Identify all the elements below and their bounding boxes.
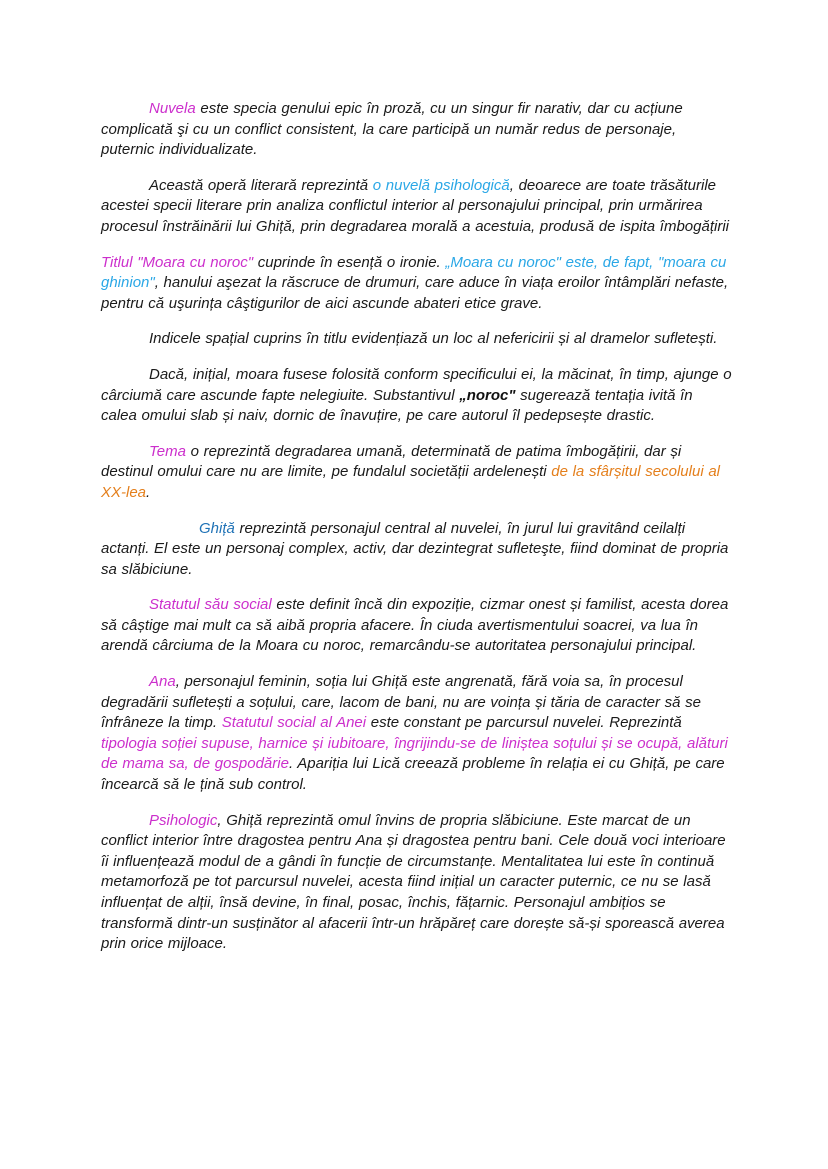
paragraph-definition — [101, 99, 733, 161]
highlight-tema: Tema — [149, 442, 186, 460]
highlight-ana-status: Statutul social al Anei — [221, 714, 367, 732]
paragraph-species — [101, 176, 733, 238]
paragraph-text: este definit încă din expoziție, cizmar onest și familist, acesta dorea să câștige mai mult ca să aibă propria afacere. În ciuda avertismentului soacrei, va lua în arendă cârciuma de la Moara cu noroc, remarcându-se autoritatea personajului principal. — [101, 596, 729, 655]
paragraph-text: este constant pe parcursul nuvelei. Reprezintă — [366, 714, 682, 732]
paragraph-text: . Apariția lui Lică creează probleme în relația ei cu Ghiță, pe care încearcă să le țină sub control. — [101, 755, 725, 794]
paragraph-moara — [101, 365, 733, 427]
paragraph-psihologic — [101, 811, 733, 955]
paragraph-text: Această operă literară reprezintă — [149, 176, 373, 194]
highlight-social-status: Statutul său social — [149, 596, 272, 614]
paragraph-text: . — [146, 483, 151, 501]
highlight-title: Titlul "Moara cu noroc" — [101, 253, 254, 271]
paragraph-tema — [101, 442, 733, 504]
paragraph-text: , deoarece are toate trăsăturile acestei specii literare prin analiza conflictul interior al personajului principal, prin urmărirea procesul înstrăinării lui Ghiță, prin degradarea morală a acestuia, produsă de ispita îmbogățirii — [101, 176, 729, 235]
paragraph-text: Dacă, inițial, moara fusese folosită conform specificului ei, la măcinat, în timp, ajunge o cârciumă care ascunde fapte nelegiuite. Substantivul — [101, 365, 732, 404]
paragraph-text: , Ghiță reprezintă omul învins de propria slăbiciune. Este marcat de un conflict interior între dragostea pentru Ana și dragostea pentru bani. Cele două voci interioare îi influențează modul de a gândi în funcție de circumstanțe. Mentalitatea lui este în continuă metamorfoză pe tot parcursul nuvelei, acesta fiind inițial un caracter puternic, ce nu se lasă influențat de alții, însă devine, în final, posac, închis, fățarnic. Personajul ambițios se transformă dintr-un susținător al afacerii într-un hrăpăreț care dorește să-și sporească averea prin orice mijloace. — [101, 811, 726, 953]
paragraph-ana — [101, 672, 733, 796]
highlight-century: de la sfârșitul secolului al XX-lea — [101, 463, 721, 501]
document-page — [101, 99, 733, 970]
paragraph-text: reprezintă personajul central al nuvelei, în jurul lui gravitând ceilalți actanți. El este un personaj complex, activ, dar dezintegrat sufleteşte, fiind dominat de propria sa slăbiciune. — [101, 519, 729, 578]
paragraph-text: , hanului aşezat la răscruce de drumuri, care aduce în viața eroilor întâmplări nefaste, pentru că uşurința câştigurilor de aici ascunde abateri etice grave. — [101, 274, 729, 312]
term-nuvela: Nuvela — [149, 100, 196, 117]
highlight-tipologia: tipologia soției supuse, harnice și iubitoare, îngrijindu-se de liniștea soțului și se ocupă, alături de mama sa, de gospodărie — [101, 734, 728, 773]
paragraph-spatial — [101, 329, 733, 350]
paragraph-text: o reprezintă degradarea umană, determinată de patima îmbogățirii, dar și destinul omului care nu are limite, pe fundalul societății ardelenești — [101, 442, 682, 481]
paragraph-text: Indicele spațial cuprins în titlu evidențiază un loc al nefericirii și al dramelor sufletești. — [149, 330, 718, 348]
paragraph-text: cuprinde în esență o ironie. — [253, 253, 446, 271]
paragraph-ghita — [101, 519, 733, 581]
paragraph-text: , personajul feminin, soția lui Ghiță este angrenată, fără voia sa, în procesul degradării sufletești a soțului, care, lacom de bani, nu are voința și tăria de caracter să se înfrâneze la timp. — [101, 673, 701, 732]
highlight-psihologic: Psihologic — [149, 811, 218, 829]
bold-noroc: „noroc" — [459, 386, 516, 404]
paragraph-text: este specia genului epic în proză, cu un singur fir narativ, dar cu acțiune complicată şi cu un conflict consistent, la care participă un număr redus de personaje, puternic individualizate. — [101, 100, 683, 159]
highlight-ana: Ana — [149, 673, 176, 691]
highlight-psychological: o nuvelă psihologică — [372, 176, 510, 194]
paragraph-title — [101, 253, 733, 315]
paragraph-social-status — [101, 595, 733, 657]
highlight-irony: „Moara cu noroc" este, de fapt, "moara cu ghinion" — [101, 253, 727, 292]
paragraph-text: sugerează tentația ivită în calea omului slab și naiv, dornic de înavuțire, pe care autorul îl pedepsește drastic. — [101, 386, 693, 425]
highlight-ghita: Ghiță — [199, 519, 235, 537]
